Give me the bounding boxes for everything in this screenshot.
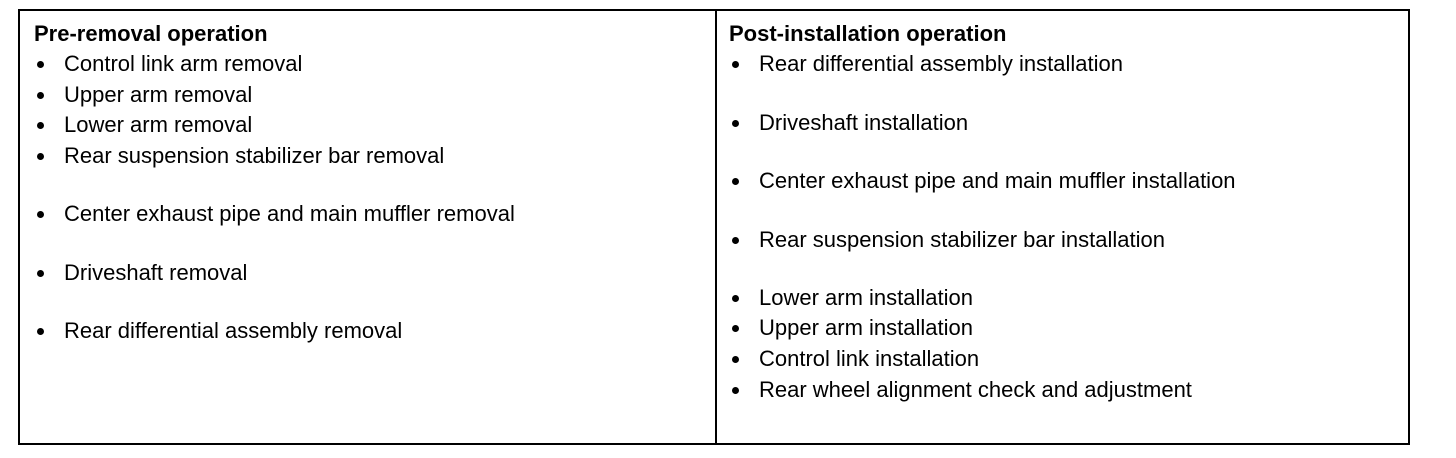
list-item xyxy=(34,51,302,77)
bullet-icon xyxy=(37,61,44,68)
list-item-label: Center exhaust pipe and main muffler installation xyxy=(759,168,1236,193)
list-item xyxy=(34,201,515,227)
pre-removal-column xyxy=(20,11,717,443)
list-item-label: Lower arm removal xyxy=(64,112,253,137)
list-item-label: Upper arm installation xyxy=(759,315,973,340)
bullet-icon xyxy=(37,328,44,335)
list-item xyxy=(729,346,979,372)
list-item xyxy=(34,143,444,169)
list-item xyxy=(729,285,973,311)
bullet-icon xyxy=(37,270,44,277)
bullet-icon xyxy=(732,120,739,127)
operations-table xyxy=(18,9,1410,445)
list-item-label: Driveshaft installation xyxy=(759,110,969,135)
list-item-label: Rear differential assembly installation xyxy=(759,51,1123,76)
list-item xyxy=(729,227,1165,253)
list-item xyxy=(729,51,1123,77)
list-item-label: Driveshaft removal xyxy=(64,260,248,285)
list-item xyxy=(729,315,973,341)
list-item xyxy=(729,168,1236,194)
bullet-icon xyxy=(732,325,739,332)
list-item xyxy=(34,82,252,108)
bullet-icon xyxy=(732,178,739,185)
list-item-label: Control link installation xyxy=(759,346,980,371)
list-item-label: Rear suspension stabilizer bar removal xyxy=(64,143,445,168)
list-item xyxy=(729,377,1192,403)
bullet-icon xyxy=(732,237,739,244)
bullet-icon xyxy=(732,356,739,363)
list-item xyxy=(34,318,402,344)
bullet-icon xyxy=(37,211,44,218)
bullet-icon xyxy=(37,122,44,129)
list-item xyxy=(34,260,247,286)
list-item-label: Rear differential assembly removal xyxy=(64,318,403,343)
bullet-icon xyxy=(732,387,739,394)
list-item-label: Center exhaust pipe and main muffler removal xyxy=(64,201,515,226)
list-item-label: Upper arm removal xyxy=(64,82,253,107)
list-item-label: Lower arm installation xyxy=(759,285,973,310)
list-item-label: Rear wheel alignment check and adjustment xyxy=(759,377,1192,402)
list-item-label: Rear suspension stabilizer bar installation xyxy=(759,227,1165,252)
bullet-icon xyxy=(732,61,739,68)
post-installation-column xyxy=(717,11,1408,443)
pre-removal-heading: Pre-removal operation xyxy=(34,21,268,46)
bullet-icon xyxy=(732,295,739,302)
bullet-icon xyxy=(37,153,44,160)
post-installation-heading: Post-installation operation xyxy=(729,21,1007,46)
list-item xyxy=(34,112,252,138)
list-item xyxy=(729,110,968,136)
bullet-icon xyxy=(37,92,44,99)
list-item-label: Control link arm removal xyxy=(64,51,303,76)
